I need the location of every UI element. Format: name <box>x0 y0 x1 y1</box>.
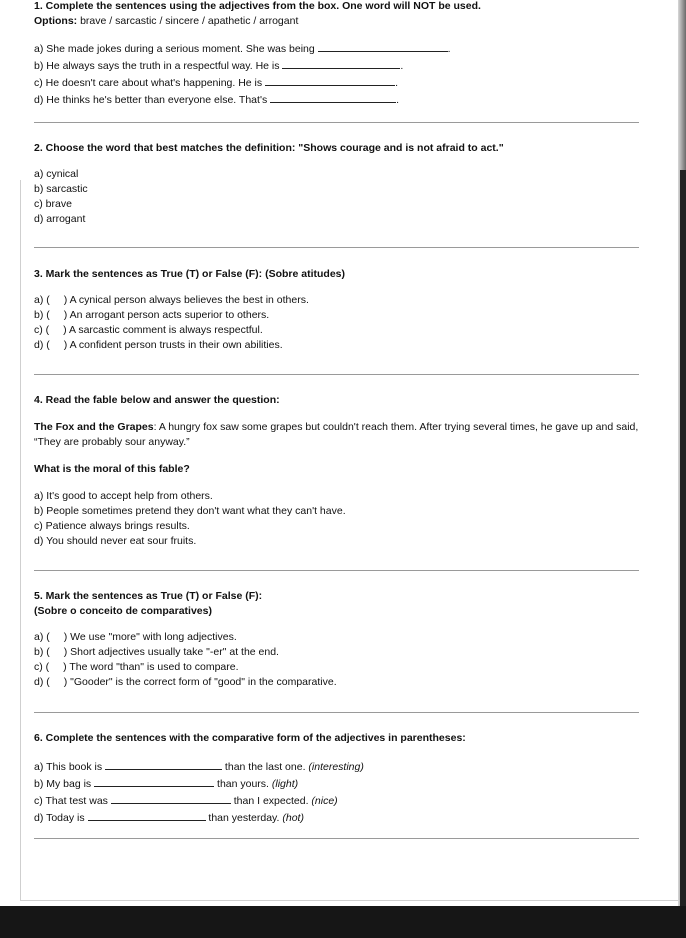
item-end: than yours. <box>214 778 272 790</box>
item-label: a) ( <box>34 631 50 643</box>
item-text: ) An arrogant person acts superior to others. <box>63 309 270 321</box>
question-1-title: 1. Complete the sentences using the adjectives from the box. One word will NOT be used. <box>34 0 481 12</box>
item-start: d) Today is <box>34 812 88 824</box>
answer-blank[interactable] <box>94 775 214 787</box>
item-hint: (nice) <box>311 795 338 807</box>
divider <box>34 122 639 123</box>
question-2-title: 2. Choose the word that best matches the definition: "Shows courage and is not afraid to act." <box>34 142 504 154</box>
options-label: Options: <box>34 15 78 27</box>
item-end: . <box>400 60 404 72</box>
options-text: brave / sarcastic / sincere / apathetic / arrogant <box>77 15 299 27</box>
question-1-item-d <box>34 91 644 108</box>
item-text: d) He thinks he's better than everyone else. That's <box>34 94 271 106</box>
question-2-option-c[interactable]: c) brave <box>34 198 72 210</box>
question-6 <box>34 731 644 826</box>
answer-blank[interactable] <box>111 792 231 804</box>
question-2 <box>34 141 644 227</box>
page-edge-shadow <box>680 170 686 906</box>
question-1-options <box>34 14 644 29</box>
item-end: . <box>447 43 451 55</box>
answer-blank[interactable] <box>88 809 206 821</box>
item-end: than the last one. <box>222 761 309 773</box>
question-6-item-d <box>34 809 644 826</box>
question-1 <box>34 0 644 108</box>
item-text: ) A confident person trusts in their own abilities. <box>63 339 283 351</box>
item-start: a) This book is <box>34 761 106 773</box>
item-end: than yesterday. <box>205 812 283 824</box>
question-6-item-c <box>34 792 644 809</box>
item-text: ) A cynical person always believes the best in others. <box>63 294 309 306</box>
item-text: ) Short adjectives usually take "-er" at the end. <box>63 646 279 658</box>
item-text: b) He always says the truth in a respectful way. He is <box>34 60 283 72</box>
question-2-option-d[interactable]: d) arrogant <box>34 213 86 225</box>
question-1-item-b <box>34 57 644 74</box>
question-4-option-b[interactable]: b) People sometimes pretend they don't want what they can't have. <box>34 505 346 517</box>
item-end: than I expected. <box>230 795 312 807</box>
question-3-item-b <box>34 308 644 323</box>
answer-blank[interactable] <box>105 758 222 770</box>
sheet-edge-bottom <box>20 900 682 901</box>
fable-question: What is the moral of this fable? <box>34 463 190 475</box>
divider <box>34 570 639 571</box>
question-5-title: 5. Mark the sentences as True (T) or False (F): <box>34 590 263 602</box>
divider <box>34 712 639 713</box>
question-1-item-a <box>34 40 644 57</box>
question-5-item-b <box>34 645 644 660</box>
question-4-option-a[interactable]: a) It's good to accept help from others. <box>34 490 213 502</box>
answer-blank[interactable] <box>265 74 395 86</box>
item-hint: (hot) <box>282 812 304 824</box>
question-3-item-a <box>34 293 644 308</box>
question-4-option-d[interactable]: d) You should never eat sour fruits. <box>34 535 197 547</box>
divider <box>34 247 639 248</box>
item-hint: (light) <box>271 778 299 790</box>
item-end: . <box>395 77 398 89</box>
question-3-title: 3. Mark the sentences as True (T) or False (F): (Sobre atitudes) <box>34 268 345 280</box>
question-6-title: 6. Complete the sentences with the comparative form of the adjectives in parentheses: <box>34 732 466 744</box>
question-5-item-d <box>34 675 644 690</box>
fable-paragraph <box>34 420 640 450</box>
sheet-edge <box>20 180 21 900</box>
question-4 <box>34 393 644 549</box>
item-text: ) "Gooder" is the correct form of "good" in the comparative. <box>63 676 337 688</box>
item-label: c) ( <box>34 661 50 673</box>
fable-text: : A hungry fox saw some grapes but couldn't reach them. After trying several times, he gave up and said, “They are probably sour anyway.” <box>34 421 639 448</box>
question-3-item-c <box>34 323 644 338</box>
question-3 <box>34 267 644 353</box>
divider <box>34 374 639 375</box>
item-start: c) That test was <box>34 795 111 807</box>
item-text: a) She made jokes during a serious moment. She was being <box>34 43 318 55</box>
item-text: ) A sarcastic comment is always respectful. <box>63 324 263 336</box>
item-text: ) The word "than" is used to compare. <box>63 661 239 673</box>
question-5-subtitle: (Sobre o conceito de comparatives) <box>34 605 212 617</box>
question-1-item-c <box>34 74 644 91</box>
question-2-option-a[interactable]: a) cynical <box>34 168 79 180</box>
question-6-item-a <box>34 758 644 775</box>
item-text: ) We use "more" with long adjectives. <box>63 631 237 643</box>
question-6-item-b <box>34 775 644 792</box>
item-text: c) He doesn't care about what's happening. He is <box>34 77 266 89</box>
question-5 <box>34 589 644 690</box>
item-label: d) ( <box>34 339 50 351</box>
question-4-option-c[interactable]: c) Patience always brings results. <box>34 520 190 532</box>
question-5-item-c <box>34 660 644 675</box>
item-label: d) ( <box>34 676 50 688</box>
item-label: c) ( <box>34 324 50 336</box>
item-end: . <box>396 94 400 106</box>
item-label: b) ( <box>34 309 50 321</box>
bottom-dark-bar <box>0 906 686 938</box>
answer-blank[interactable] <box>318 40 448 52</box>
fable-title: The Fox and the Grapes <box>34 421 154 433</box>
divider <box>34 838 639 839</box>
question-4-title: 4. Read the fable below and answer the question: <box>34 394 280 406</box>
item-hint: (interesting) <box>308 761 364 773</box>
question-2-option-b[interactable]: b) sarcastic <box>34 183 88 195</box>
answer-blank[interactable] <box>270 91 396 103</box>
item-label: a) ( <box>34 294 50 306</box>
answer-blank[interactable] <box>282 57 400 69</box>
question-5-item-a <box>34 630 644 645</box>
item-label: b) ( <box>34 646 50 658</box>
question-3-item-d <box>34 338 644 353</box>
item-start: b) My bag is <box>34 778 95 790</box>
